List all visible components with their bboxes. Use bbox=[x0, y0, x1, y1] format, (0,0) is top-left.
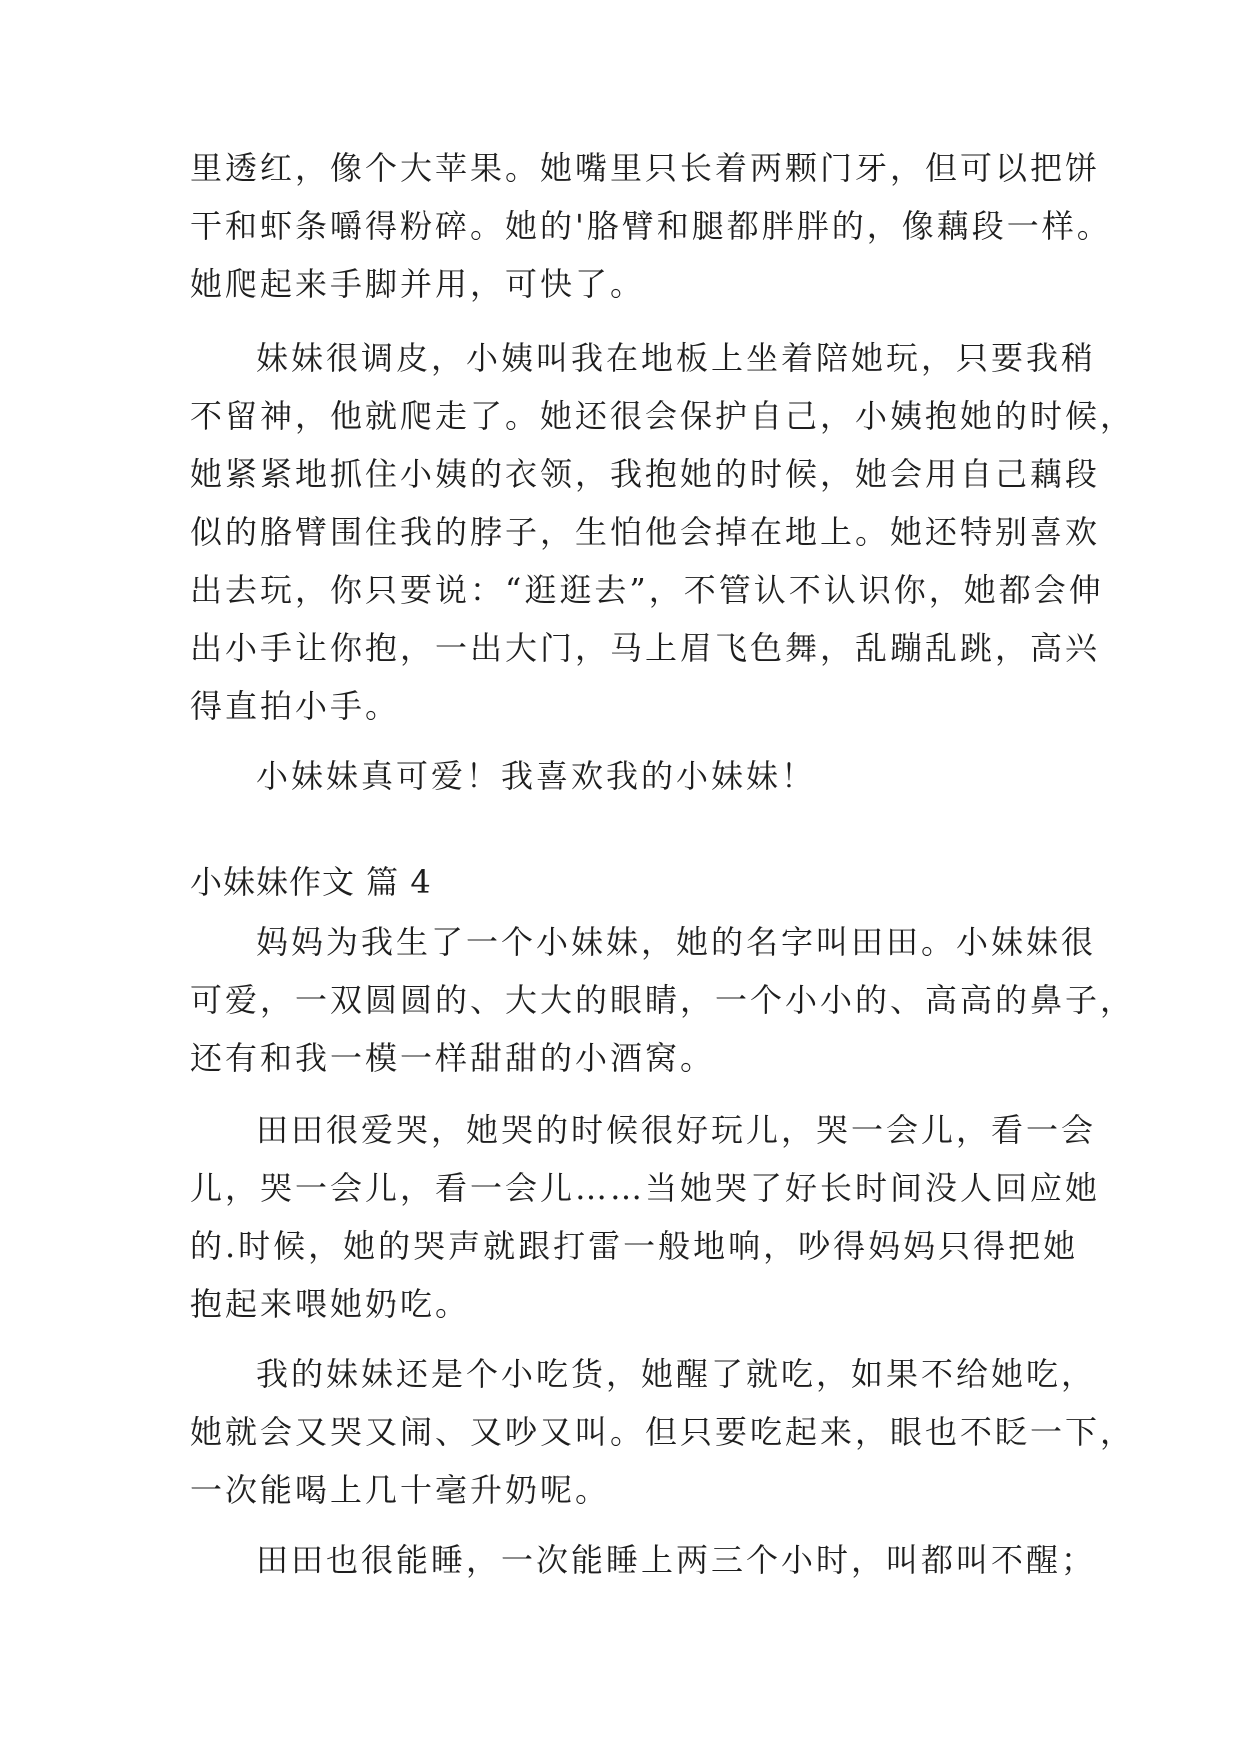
text-line: 里透红，像个大苹果。她嘴里只长着两颗门牙，但可以把饼 bbox=[190, 149, 1101, 187]
text-line: 儿，哭一会儿，看一会儿……当她哭了好长时间没人回应她 bbox=[190, 1169, 1101, 1207]
paragraph-start-line: 我的妹妹还是个小吃货，她醒了就吃，如果不给她吃， bbox=[256, 1355, 1097, 1393]
paragraph-start-line: 小妹妹真可爱！我喜欢我的小妹妹！ bbox=[256, 757, 817, 795]
text-line: 出去玩，你只要说：“逛逛去”，不管认不认识你，她都会伸 bbox=[190, 571, 1104, 609]
text-line: 她爬起来手脚并用，可快了。 bbox=[190, 265, 646, 303]
text-line: 她紧紧地抓住小姨的衣领，我抱她的时候，她会用自己藕段 bbox=[190, 455, 1101, 493]
paragraph-start-line: 妹妹很调皮，小姨叫我在地板上坐着陪她玩，只要我稍 bbox=[256, 339, 1097, 377]
text-line: 干和虾条嚼得粉碎。她的'胳臂和腿都胖胖的，像藕段一样。 bbox=[190, 207, 1112, 245]
paragraph-start-line: 妈妈为我生了一个小妹妹，她的名字叫田田。小妹妹很 bbox=[256, 923, 1097, 961]
text-line: 的.时候，她的哭声就跟打雷一般地响，吵得妈妈只得把她 bbox=[190, 1227, 1079, 1265]
text-line: 出小手让你抱，一出大门，马上眉飞色舞，乱蹦乱跳，高兴 bbox=[190, 629, 1101, 667]
text-line: 一次能喝上几十毫升奶呢。 bbox=[190, 1471, 611, 1509]
text-line: 抱起来喂她奶吃。 bbox=[190, 1285, 471, 1323]
text-line: 她就会又哭又闹、又吵又叫。但只要吃起来，眼也不眨一下， bbox=[190, 1413, 1136, 1451]
text-line: 似的胳臂围住我的脖子，生怕他会掉在地上。她还特别喜欢 bbox=[190, 513, 1101, 551]
text-line: 还有和我一模一样甜甜的小酒窝。 bbox=[190, 1039, 716, 1077]
text-line: 不留神，他就爬走了。她还很会保护自己，小姨抱她的时候， bbox=[190, 397, 1136, 435]
section-heading: 小妹妹作文 篇 4 bbox=[190, 863, 432, 901]
paragraph-start-line: 田田也很能睡，一次能睡上两三个小时，叫都叫不醒； bbox=[256, 1541, 1097, 1579]
text-line: 得直拍小手。 bbox=[190, 687, 401, 725]
text-line: 可爱，一双圆圆的、大大的眼睛，一个小小的、高高的鼻子， bbox=[190, 981, 1136, 1019]
paragraph-start-line: 田田很爱哭，她哭的时候很好玩儿，哭一会儿，看一会 bbox=[256, 1111, 1097, 1149]
